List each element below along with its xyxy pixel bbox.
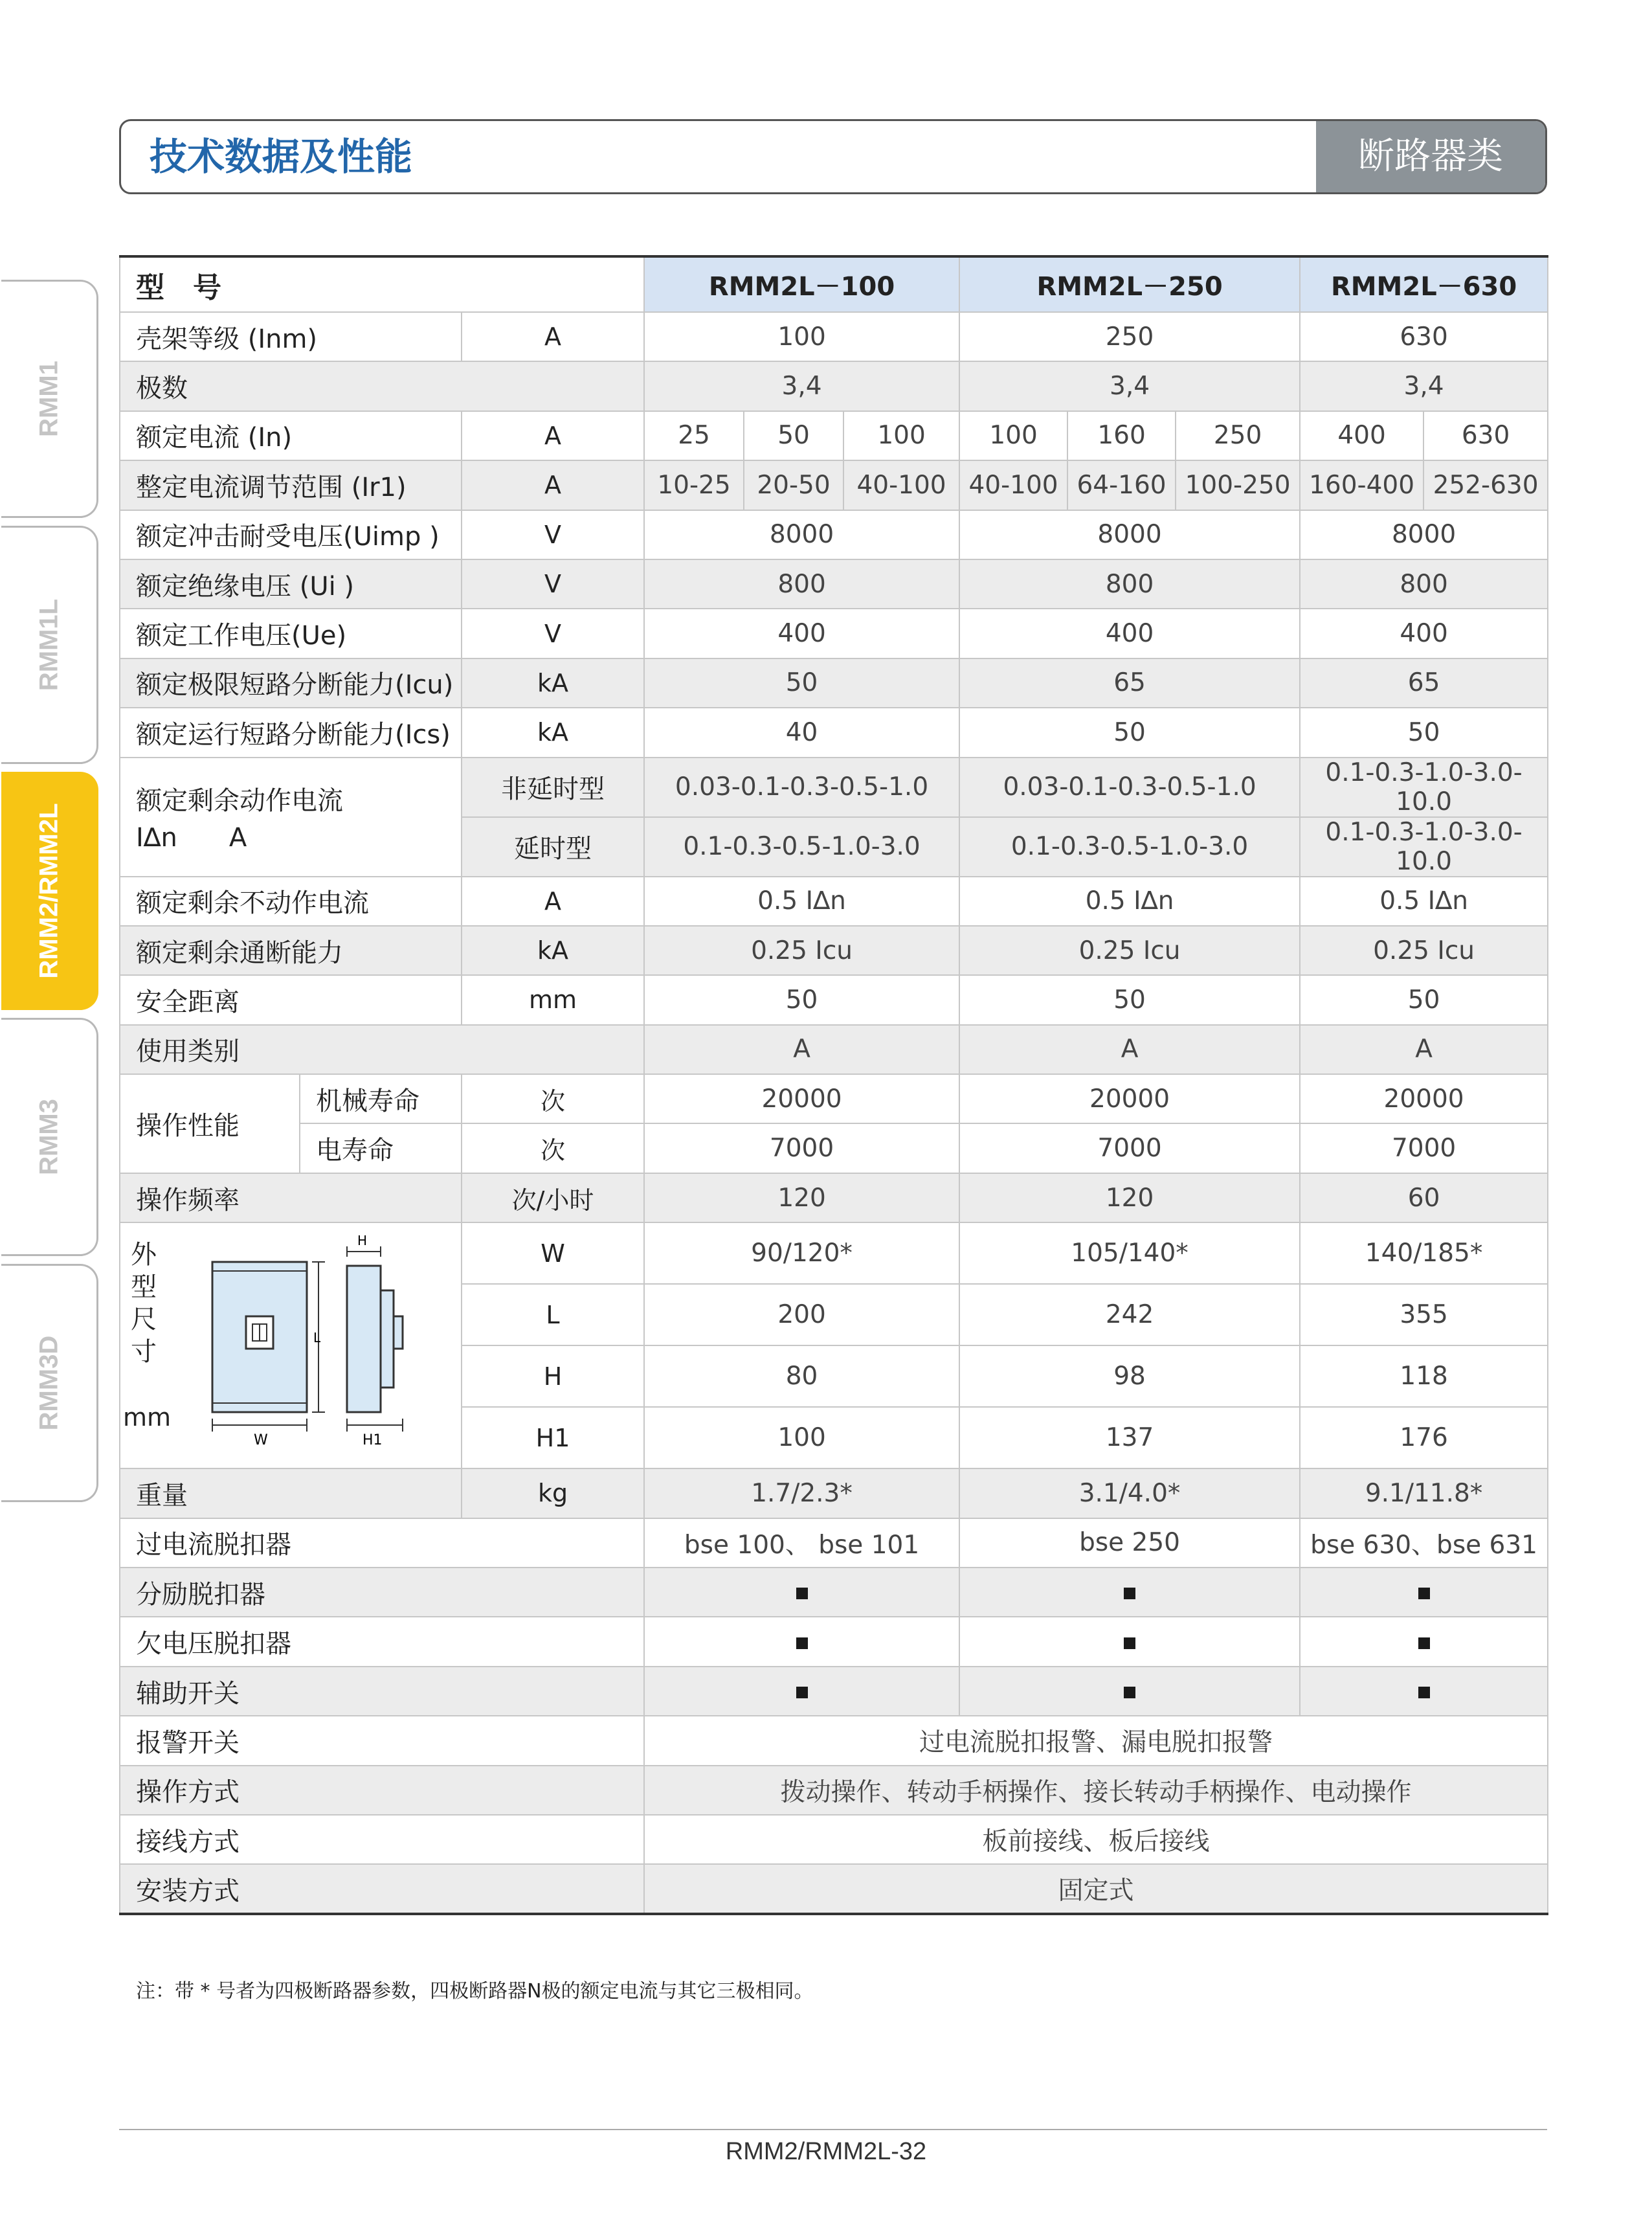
residual-label-cell (120, 758, 462, 877)
cell: 160 (1067, 411, 1176, 460)
dimension-key: W (462, 1222, 644, 1284)
row-unit: V (462, 510, 644, 559)
row-unit: A (462, 460, 644, 510)
row-label: 额定电流 (In) (120, 411, 462, 460)
cell: 0.5 I∆n (959, 877, 1300, 926)
table-row (120, 411, 1548, 460)
row-label: 额定剩余通断能力 (120, 926, 462, 975)
cell: 0.25 Icu (1300, 926, 1548, 975)
row-label: 整定电流调节范围 (Ir1) (120, 460, 462, 510)
cell: 0.5 I∆n (1300, 877, 1548, 926)
row-label: 额定剩余动作电流 (136, 785, 343, 816)
cell: A (1300, 1025, 1548, 1074)
sub-label: 机械寿命 (300, 1074, 462, 1123)
row-unit: A (462, 877, 644, 926)
cell: 80 (644, 1345, 959, 1407)
table-row (120, 1766, 1548, 1815)
cell: 800 (1300, 559, 1548, 609)
cell: 250 (959, 312, 1300, 361)
cell (1300, 1617, 1548, 1666)
cell: 242 (959, 1284, 1300, 1345)
cell: 0.03-0.1-0.3-0.5-1.0 (959, 758, 1300, 817)
row-label: 额定冲击耐受电压(Uimp ) (120, 510, 462, 559)
cell: 3,4 (959, 361, 1300, 410)
cell: 90/120* (644, 1222, 959, 1284)
side-tab-label: RMM1 (34, 361, 63, 437)
cell: 120 (644, 1173, 959, 1222)
cell: 65 (959, 658, 1300, 708)
dimension-diagram-cell (120, 1222, 462, 1468)
dim-w-label: W (254, 1432, 268, 1449)
row-unit: V (462, 559, 644, 609)
row-unit: A (462, 411, 644, 460)
cell: 160-400 (1300, 460, 1423, 510)
table-row (120, 1815, 1548, 1864)
dimension-key: L (462, 1284, 644, 1345)
cell: 98 (959, 1345, 1300, 1407)
square-bullet-icon (1124, 1588, 1135, 1599)
cell: 120 (959, 1173, 1300, 1222)
row-label: 接线方式 (120, 1815, 644, 1864)
row-unit: kA (462, 658, 644, 708)
table-row (120, 510, 1548, 559)
cell: 20000 (959, 1074, 1300, 1123)
row-label: 操作频率 (120, 1173, 462, 1222)
table-row (120, 1568, 1548, 1617)
model-100: RMM2L－100 (644, 256, 959, 312)
dimension-char: 外 (131, 1240, 157, 1270)
cell (959, 1568, 1300, 1617)
table-row (120, 1173, 1548, 1222)
cell: 7000 (959, 1123, 1300, 1173)
cell: 过电流脱扣报警、漏电脱扣报警 (644, 1716, 1548, 1765)
cell: bse 250 (959, 1518, 1300, 1568)
table-row (120, 1074, 1548, 1123)
row-unit: kA (462, 708, 644, 757)
square-bullet-icon (796, 1637, 808, 1649)
cell: 400 (959, 609, 1300, 658)
sub-label: 延时型 (462, 817, 644, 877)
table-row (120, 658, 1548, 708)
side-tab-rmm3[interactable] (1, 1018, 98, 1256)
row-label: 辅助开关 (120, 1667, 644, 1716)
cell: 3,4 (1300, 361, 1548, 410)
cell: 176 (1300, 1407, 1548, 1468)
table-row (120, 1468, 1548, 1518)
table-row (120, 361, 1548, 410)
table-row (120, 1716, 1548, 1765)
cell: 8000 (959, 510, 1300, 559)
table-row (120, 1222, 1548, 1284)
table-row (120, 1864, 1548, 1913)
dimension-key: H1 (462, 1407, 644, 1468)
side-tab-label: RMM2/RMM2L (34, 803, 63, 979)
model-630: RMM2L－630 (1300, 256, 1548, 312)
square-bullet-icon (1418, 1588, 1430, 1599)
square-bullet-icon (1124, 1637, 1135, 1649)
side-tab-rmm2-rmm2l[interactable] (1, 772, 98, 1010)
row-label: 安装方式 (120, 1864, 644, 1913)
table-row (120, 926, 1548, 975)
cell: 50 (1300, 975, 1548, 1024)
cell: 固定式 (644, 1864, 1548, 1913)
row-unit: A (462, 312, 644, 361)
cell: 7000 (1300, 1123, 1548, 1173)
row-label: 欠电压脱扣器 (120, 1617, 644, 1666)
side-tab-label: RMM1L (34, 598, 63, 691)
row-label: 安全距离 (120, 975, 462, 1024)
category-label: 断路器类 (1316, 121, 1545, 192)
row-label: 额定绝缘电压 (Ui ) (120, 559, 462, 609)
cell: 20000 (644, 1074, 959, 1123)
cell: 50 (1300, 708, 1548, 757)
row-unit: 次 (462, 1074, 644, 1123)
row-label: 额定运行短路分断能力(Ics) (120, 708, 462, 757)
dimension-char: 尺 (131, 1305, 157, 1335)
cell: bse 630、bse 631 (1300, 1518, 1548, 1568)
row-label: 报警开关 (120, 1716, 644, 1765)
cell: 0.25 Icu (644, 926, 959, 975)
cell: 140/185* (1300, 1222, 1548, 1284)
side-tab-rmm3d[interactable] (1, 1264, 98, 1502)
cell: 50 (644, 658, 959, 708)
cell: 100 (644, 1407, 959, 1468)
row-label: 额定工作电压(Ue) (120, 609, 462, 658)
table-row (120, 877, 1548, 926)
cell: 800 (959, 559, 1300, 609)
cell: 50 (959, 975, 1300, 1024)
cell: 8000 (1300, 510, 1548, 559)
cell: 0.1-0.3-1.0-3.0-10.0 (1300, 817, 1548, 877)
cell: 50 (959, 708, 1300, 757)
cell: 400 (1300, 609, 1548, 658)
footer-divider (119, 2129, 1547, 2130)
side-tab-label: RMM3D (34, 1335, 63, 1431)
table-row (120, 559, 1548, 609)
cell: 8000 (644, 510, 959, 559)
model-250: RMM2L－250 (959, 256, 1300, 312)
cell: 40 (644, 708, 959, 757)
cell: 0.5 I∆n (644, 877, 959, 926)
cell: 200 (644, 1284, 959, 1345)
cell: 65 (1300, 658, 1548, 708)
cell: 3.1/4.0* (959, 1468, 1300, 1518)
cell: A (644, 1025, 959, 1074)
sub-label: 非延时型 (462, 758, 644, 817)
cell: A (959, 1025, 1300, 1074)
cell: 20000 (1300, 1074, 1548, 1123)
table-row (120, 758, 1548, 817)
row-label-unit: I∆n A (136, 822, 247, 853)
cell: 0.1-0.3-0.5-1.0-3.0 (644, 817, 959, 877)
cell: 10-25 (644, 460, 744, 510)
cell: 400 (1300, 411, 1423, 460)
row-unit: V (462, 609, 644, 658)
cell: 9.1/11.8* (1300, 1468, 1548, 1518)
cell: 100-250 (1176, 460, 1300, 510)
cell: 25 (644, 411, 744, 460)
cell: 105/140* (959, 1222, 1300, 1284)
spec-table (119, 255, 1548, 1915)
cell: 400 (644, 609, 959, 658)
table-row (120, 1518, 1548, 1568)
table-row (120, 1617, 1548, 1666)
cell (1300, 1667, 1548, 1716)
cell: 0.25 Icu (959, 926, 1300, 975)
cell: 板前接线、板后接线 (644, 1815, 1548, 1864)
cell: 137 (959, 1407, 1300, 1468)
side-tab-label: RMM3 (34, 1099, 63, 1175)
table-header-row (120, 256, 1548, 312)
table-row (120, 1667, 1548, 1716)
table-row (120, 708, 1548, 757)
breaker-outline-diagram (166, 1226, 463, 1465)
sub-label: 电寿命 (300, 1123, 462, 1173)
page-title: 技术数据及性能 (150, 135, 413, 179)
row-label: 过电流脱扣器 (120, 1518, 644, 1568)
row-label: 重量 (120, 1468, 462, 1518)
square-bullet-icon (796, 1588, 808, 1599)
cell: 20-50 (744, 460, 843, 510)
cell: 7000 (644, 1123, 959, 1173)
cell: 50 (744, 411, 843, 460)
dimension-char: 寸 (131, 1337, 157, 1367)
cell: 250 (1176, 411, 1300, 460)
cell: 355 (1300, 1284, 1548, 1345)
table-row (120, 312, 1548, 361)
table-row (120, 975, 1548, 1024)
cell: 64-160 (1067, 460, 1176, 510)
row-label: 分励脱扣器 (120, 1568, 644, 1617)
row-unit: kg (462, 1468, 644, 1518)
row-label: 额定剩余不动作电流 (120, 877, 462, 926)
row-label: 操作方式 (120, 1766, 644, 1815)
cell: 630 (1300, 312, 1548, 361)
dimension-label (126, 1239, 162, 1368)
cell: 3,4 (644, 361, 959, 410)
cell: 800 (644, 559, 959, 609)
cell (959, 1667, 1300, 1716)
cell: 40-100 (959, 460, 1067, 510)
table-row (120, 460, 1548, 510)
cell (644, 1617, 959, 1666)
square-bullet-icon (1418, 1637, 1430, 1649)
row-label: 壳架等级 (Inm) (120, 312, 462, 361)
row-unit: 次 (462, 1123, 644, 1173)
cell (959, 1617, 1300, 1666)
dim-h-label: H (357, 1233, 368, 1249)
row-unit: mm (462, 975, 644, 1024)
cell: 118 (1300, 1345, 1548, 1407)
cell: 100 (644, 312, 959, 361)
dimension-char: 型 (131, 1272, 157, 1303)
dimension-unit: mm (123, 1403, 172, 1432)
side-tab-rmm1[interactable] (1, 280, 98, 518)
page-number: RMM2/RMM2L-32 (725, 2138, 927, 2165)
square-bullet-icon (796, 1687, 808, 1698)
cell: 1.7/2.3* (644, 1468, 959, 1518)
footnote: 注：带 * 号者为四极断路器参数，四极断路器N极的额定电流与其它三极相同。 (136, 1980, 814, 2003)
cell: 拨动操作、转动手柄操作、接长转动手柄操作、电动操作 (644, 1766, 1548, 1815)
cell: 252-630 (1423, 460, 1548, 510)
cell: 0.03-0.1-0.3-0.5-1.0 (644, 758, 959, 817)
row-unit: kA (462, 926, 644, 975)
cell: bse 100、 bse 101 (644, 1518, 959, 1568)
row-unit: 次/小时 (462, 1173, 644, 1222)
cell: 0.1-0.3-1.0-3.0-10.0 (1300, 758, 1548, 817)
row-label: 使用类别 (120, 1025, 644, 1074)
table-row (120, 1123, 1548, 1173)
cell: 100 (843, 411, 959, 460)
cell: 40-100 (843, 460, 959, 510)
section-header (119, 119, 1547, 194)
dim-l-label: L (313, 1330, 321, 1346)
dimension-key: H (462, 1345, 644, 1407)
cell (644, 1667, 959, 1716)
table-row (120, 609, 1548, 658)
cell (1300, 1568, 1548, 1617)
row-label: 极数 (120, 361, 644, 410)
model-label: 型 号 (120, 256, 644, 312)
side-tab-rmm1l[interactable] (1, 526, 98, 764)
cell: 0.1-0.3-0.5-1.0-3.0 (959, 817, 1300, 877)
dim-h1-label: H1 (363, 1432, 383, 1449)
row-label: 额定极限短路分断能力(Icu) (120, 658, 462, 708)
cell (644, 1568, 959, 1617)
cell: 100 (959, 411, 1067, 460)
row-label: 操作性能 (120, 1074, 300, 1173)
cell: 60 (1300, 1173, 1548, 1222)
square-bullet-icon (1124, 1687, 1135, 1698)
square-bullet-icon (1418, 1687, 1430, 1698)
table-row (120, 1025, 1548, 1074)
cell: 630 (1423, 411, 1548, 460)
cell: 50 (644, 975, 959, 1024)
